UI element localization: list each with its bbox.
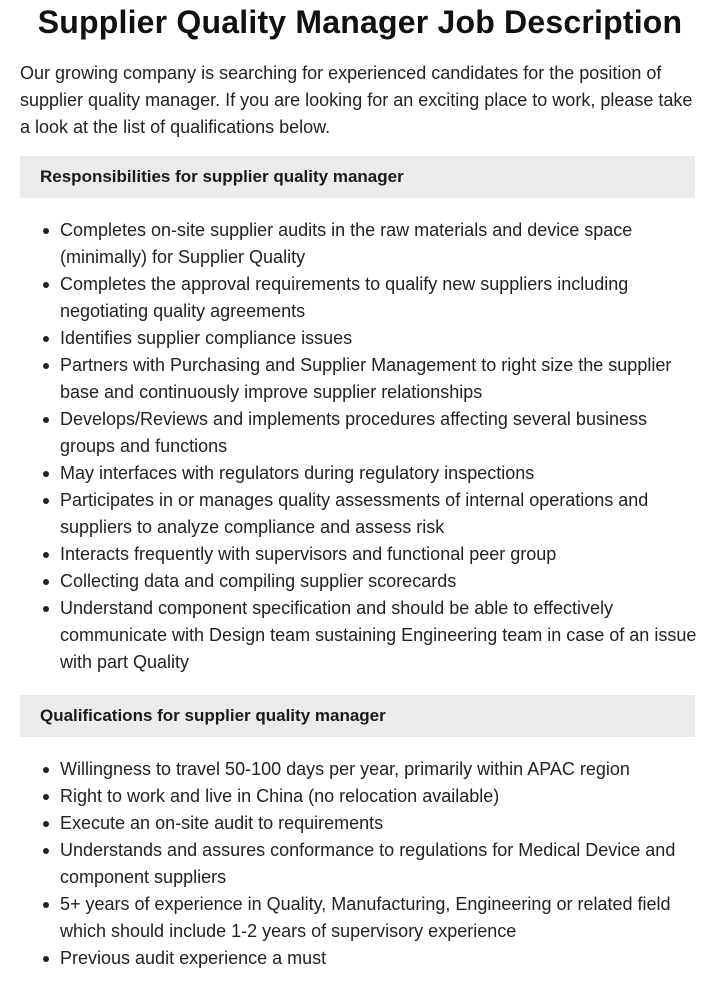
list-item: Execute an on-site audit to requirements xyxy=(60,810,700,837)
list-item: Completes on-site supplier audits in the raw materials and device space (minimally) for Supplier Quality xyxy=(60,217,700,271)
list-item: Participates in or manages quality assessments of internal operations and suppliers to analyze compliance and assess risk xyxy=(60,487,700,541)
list-item: Partners with Purchasing and Supplier Management to right size the supplier base and continuously improve supplier relationships xyxy=(60,352,700,406)
list-item: Willingness to travel 50-100 days per year, primarily within APAC region xyxy=(60,756,700,783)
responsibilities-list xyxy=(20,217,700,676)
intro-paragraph: Our growing company is searching for experienced candidates for the position of supplier quality manager. If you are looking for an exciting place to work, please take a look at the list of qualifications below. xyxy=(20,63,693,137)
responsibilities-heading: Responsibilities for supplier quality manager xyxy=(20,156,695,198)
list-item: May interfaces with regulators during regulatory inspections xyxy=(60,460,700,487)
list-item: Understands and assures conformance to regulations for Medical Device and component suppliers xyxy=(60,837,700,891)
list-item: Previous audit experience a must xyxy=(60,945,700,972)
list-item: Interacts frequently with supervisors and functional peer group xyxy=(60,541,700,568)
list-item: Collecting data and compiling supplier scorecards xyxy=(60,568,700,595)
list-item: Completes the approval requirements to qualify new suppliers including negotiating quality agreements xyxy=(60,271,700,325)
list-item: Identifies supplier compliance issues xyxy=(60,325,700,352)
qualifications-heading: Qualifications for supplier quality manager xyxy=(20,695,695,737)
list-item: Develops/Reviews and implements procedures affecting several business groups and functions xyxy=(60,406,700,460)
list-item: 5+ years of experience in Quality, Manufacturing, Engineering or related field which should include 1-2 years of supervisory experience xyxy=(60,891,700,945)
page-title: Supplier Quality Manager Job Description xyxy=(37,4,683,40)
list-item: Right to work and live in China (no relocation available) xyxy=(60,783,700,810)
list-item: Understand component specification and should be able to effectively communicate with Design team sustaining Engineering team in case of an issue with part Quality xyxy=(60,595,700,676)
qualifications-list xyxy=(20,756,700,972)
